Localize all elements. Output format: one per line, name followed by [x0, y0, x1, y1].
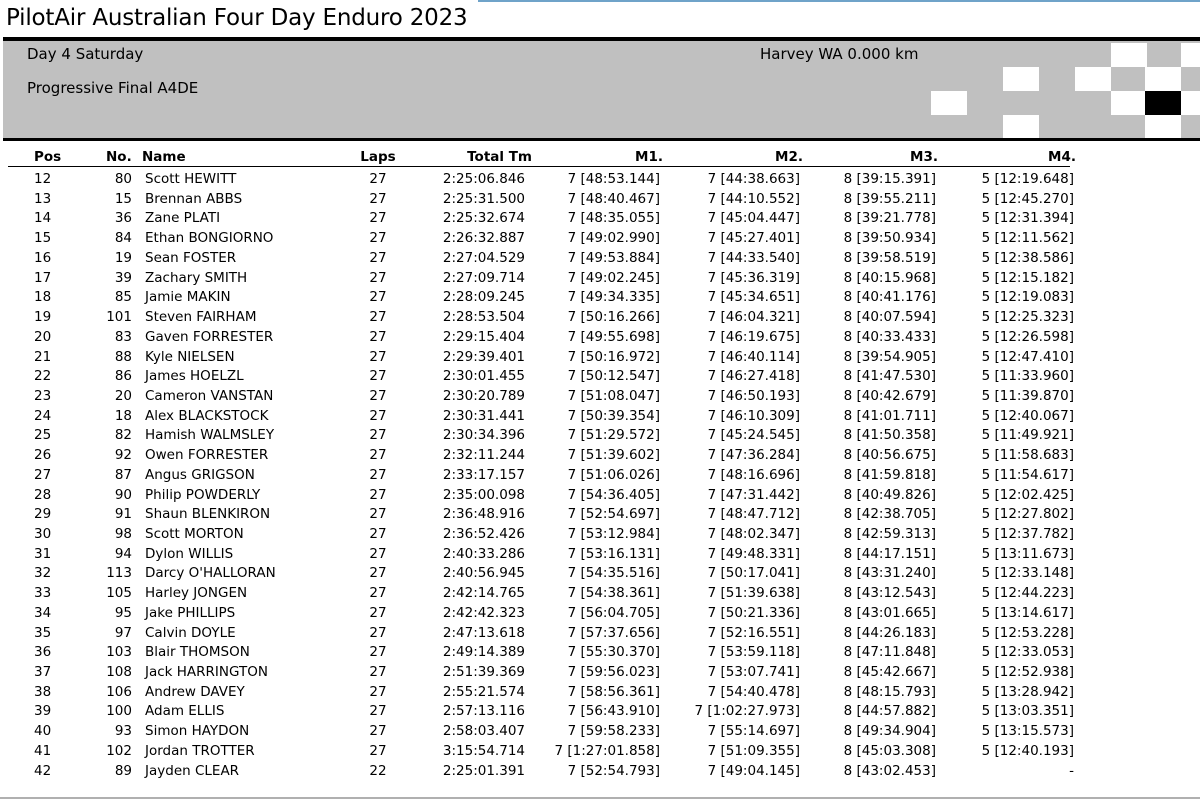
- cell-name: Scott HEWITT: [145, 171, 237, 187]
- cell-no: 15: [114, 190, 132, 207]
- cell-pos: 41: [34, 742, 52, 759]
- cell-pos: 24: [34, 407, 52, 424]
- cell-name: Darcy O'HALLORAN: [145, 565, 276, 582]
- cell-m2: 7 [46:27.418]: [707, 368, 800, 385]
- cell-m2: 7 [51:39.638]: [707, 585, 800, 602]
- cell-no: 18: [114, 407, 132, 424]
- cell-m3: 8 [39:50.934]: [843, 230, 936, 247]
- banner-rule: [3, 138, 1200, 141]
- cell-m2: 7 [53:07.741]: [707, 664, 800, 680]
- cell-laps: 27: [369, 683, 387, 700]
- cell-name: James HOELZL: [145, 368, 244, 385]
- cell-name: Zachary SMITH: [145, 269, 248, 286]
- cell-laps: 27: [369, 249, 387, 266]
- cell-m3: 8 [39:21.778]: [843, 210, 936, 227]
- cell-total: 2:55:21.574: [442, 683, 525, 700]
- cell-pos: 33: [34, 585, 52, 602]
- cell-m1: 7 [59:56.023]: [567, 664, 660, 680]
- cell-laps: 27: [369, 210, 387, 227]
- cell-total: 2:35:00.098: [442, 486, 525, 503]
- cell-total: 2:57:13.116: [442, 703, 525, 720]
- col-header-laps: Laps: [360, 149, 396, 165]
- cell-name: Dylon WILLIS: [145, 545, 234, 562]
- cell-m3: 8 [40:41.176]: [843, 289, 936, 306]
- cell-m4: 5 [12:11.562]: [981, 230, 1074, 247]
- cell-m4: 5 [12:40.067]: [981, 407, 1074, 424]
- col-header-no: No.: [106, 149, 132, 165]
- cell-m2: 7 [45:36.319]: [707, 269, 800, 286]
- cell-total: 2:33:17.157: [442, 466, 525, 483]
- cell-laps: 27: [369, 703, 387, 720]
- cell-no: 98: [114, 526, 132, 542]
- cell-laps: 27: [369, 269, 387, 286]
- cell-no: 93: [114, 723, 132, 740]
- cell-m2: 7 [51:09.355]: [707, 742, 800, 759]
- cell-no: 113: [106, 565, 132, 582]
- cell-name: Ethan BONGIORNO: [145, 230, 274, 247]
- cell-m2: 7 [48:16.696]: [707, 466, 800, 483]
- cell-no: 89: [114, 762, 132, 779]
- cell-total: 2:30:34.396: [442, 427, 525, 444]
- cell-no: 95: [114, 604, 132, 621]
- event-subtitle: Progressive Final A4DE: [27, 79, 199, 97]
- cell-m1: 7 [53:12.984]: [567, 526, 660, 542]
- cell-m3: 8 [44:57.882]: [843, 703, 936, 720]
- cell-laps: 27: [369, 328, 387, 345]
- cell-total: 2:29:39.401: [442, 348, 525, 365]
- cell-laps: 27: [369, 506, 387, 523]
- cell-m4: 5 [12:27.802]: [981, 506, 1074, 523]
- cell-m4: 5 [12:33.148]: [981, 565, 1074, 582]
- cell-m1: 7 [51:39.602]: [567, 447, 660, 464]
- cell-name: Jake PHILLIPS: [145, 604, 236, 621]
- cell-m1: 7 [54:35.516]: [567, 565, 660, 582]
- cell-m2: 7 [55:14.697]: [707, 723, 800, 740]
- cell-laps: 27: [369, 644, 387, 661]
- cell-m3: 8 [40:49.826]: [843, 486, 936, 503]
- page-title: PilotAir Australian Four Day Enduro 2023: [6, 5, 468, 31]
- cell-laps: 27: [369, 447, 387, 464]
- cell-m3: 8 [45:03.308]: [843, 742, 936, 759]
- cell-total: 2:25:31.500: [442, 190, 525, 207]
- col-header-pos: Pos: [34, 149, 62, 165]
- cell-m4: 5 [11:33.960]: [981, 368, 1074, 385]
- cell-m3: 8 [43:01.665]: [843, 604, 936, 621]
- cell-total: 2:30:01.455: [442, 368, 525, 385]
- cell-no: 90: [114, 486, 132, 503]
- cell-m2: 7 [45:24.545]: [707, 427, 800, 444]
- cell-name: Jayden CLEAR: [145, 762, 240, 779]
- cell-pos: 28: [34, 486, 52, 503]
- cell-m2: 7 [45:27.401]: [707, 230, 800, 247]
- cell-m4: 5 [12:26.598]: [981, 328, 1074, 345]
- cell-m3: 8 [39:55.211]: [843, 190, 936, 207]
- col-header-total: Total Tm: [467, 149, 532, 165]
- cell-m3: 8 [42:38.705]: [843, 506, 936, 523]
- cell-m3: 8 [41:50.358]: [843, 427, 936, 444]
- cell-total: 2:27:09.714: [442, 269, 525, 286]
- cell-m3: 8 [40:56.675]: [843, 447, 936, 464]
- cell-no: 36: [114, 210, 132, 227]
- cell-m1: 7 [48:35.055]: [567, 210, 660, 227]
- cell-pos: 29: [34, 506, 52, 523]
- cell-m2: 7 [46:19.675]: [707, 328, 800, 345]
- cell-m2: 7 [44:33.540]: [707, 249, 800, 266]
- cell-m2: 7 [46:40.114]: [707, 348, 800, 365]
- cell-name: Jack HARRINGTON: [145, 664, 268, 680]
- cell-m1: 7 [51:08.047]: [567, 387, 660, 404]
- cell-no: 92: [114, 447, 132, 464]
- cell-name: Blair THOMSON: [145, 644, 250, 661]
- cell-m1: 7 [57:37.656]: [567, 624, 660, 641]
- cell-name: Sean FOSTER: [145, 249, 237, 266]
- cell-total: 2:25:06.846: [442, 171, 525, 187]
- cell-m1: 7 [54:36.405]: [567, 486, 660, 503]
- cell-m1: 7 [51:06.026]: [567, 466, 660, 483]
- cell-no: 100: [106, 703, 132, 720]
- cell-name: Gaven FORRESTER: [145, 328, 274, 345]
- cell-m1: 7 [51:29.572]: [567, 427, 660, 444]
- event-day: Day 4 Saturday: [27, 45, 144, 63]
- cell-total: 2:42:42.323: [442, 604, 525, 621]
- cell-pos: 16: [34, 249, 52, 266]
- cell-m4: 5 [11:58.683]: [981, 447, 1074, 464]
- cell-name: Harley JONGEN: [145, 585, 248, 602]
- cell-pos: 20: [34, 328, 52, 345]
- cell-pos: 40: [34, 723, 52, 740]
- cell-m3: 8 [43:31.240]: [843, 565, 936, 582]
- cell-pos: 34: [34, 604, 52, 621]
- cell-no: 102: [106, 742, 132, 759]
- cell-m4: 5 [12:31.394]: [981, 210, 1074, 227]
- cell-laps: 27: [369, 723, 387, 740]
- cell-m4: 5 [13:14.617]: [981, 604, 1074, 621]
- cell-laps: 27: [369, 624, 387, 641]
- cell-m2: 7 [46:04.321]: [707, 309, 800, 325]
- cell-no: 101: [106, 309, 132, 325]
- cell-laps: 27: [369, 407, 387, 424]
- cell-laps: 27: [369, 604, 387, 621]
- cell-m1: 7 [49:02.990]: [567, 230, 660, 247]
- cell-laps: 27: [369, 545, 387, 562]
- cell-m1: 7 [49:02.245]: [567, 269, 660, 286]
- cell-name: Brennan ABBS: [145, 190, 243, 207]
- cell-m2: 7 [45:04.447]: [707, 210, 800, 227]
- cell-m1: 7 [56:04.705]: [567, 604, 660, 621]
- cell-no: 20: [114, 387, 132, 404]
- cell-m3: 8 [44:26.183]: [843, 624, 936, 641]
- cell-pos: 32: [34, 565, 52, 582]
- cell-m3: 8 [39:58.519]: [843, 249, 936, 266]
- cell-name: Owen FORRESTER: [145, 447, 269, 464]
- cell-pos: 19: [34, 309, 52, 325]
- cell-m2: 7 [46:10.309]: [707, 407, 800, 424]
- cell-m2: 7 [1:02:27.973]: [694, 703, 800, 720]
- cell-laps: 27: [369, 427, 387, 444]
- cell-laps: 27: [369, 742, 387, 759]
- col-header-m2: M2.: [775, 149, 803, 165]
- cell-pos: 27: [34, 466, 52, 483]
- cell-laps: 22: [369, 762, 387, 779]
- col-header-m4: M4.: [1048, 149, 1076, 165]
- cell-total: 2:27:04.529: [442, 249, 525, 266]
- cell-laps: 27: [369, 309, 387, 325]
- cell-name: Jordan TROTTER: [145, 742, 255, 759]
- cell-total: 2:42:14.765: [442, 585, 525, 602]
- cell-m4: 5 [12:15.182]: [981, 269, 1074, 286]
- cell-pos: 22: [34, 368, 52, 385]
- cell-m4: 5 [12:53.228]: [981, 624, 1074, 641]
- cell-m4: 5 [12:19.648]: [981, 171, 1074, 187]
- cell-m4: 5 [12:02.425]: [981, 486, 1074, 503]
- cell-m1: 7 [50:16.972]: [567, 348, 660, 365]
- cell-m3: 8 [41:47.530]: [843, 368, 936, 385]
- cell-total: 2:36:48.916: [442, 506, 525, 523]
- cell-total: 2:25:32.674: [442, 210, 525, 227]
- cell-m4: 5 [12:52.938]: [981, 664, 1074, 680]
- cell-m1: 7 [48:53.144]: [567, 171, 660, 187]
- cell-m1: 7 [53:16.131]: [567, 545, 660, 562]
- cell-total: 2:30:31.441: [442, 407, 525, 424]
- cell-no: 106: [106, 683, 132, 700]
- cell-total: 2:28:53.504: [442, 309, 525, 325]
- cell-pos: 25: [34, 427, 52, 444]
- cell-no: 19: [114, 249, 132, 266]
- cell-m2: 7 [47:31.442]: [707, 486, 800, 503]
- cell-m2: 7 [45:34.651]: [707, 289, 800, 306]
- cell-name: Adam ELLIS: [145, 703, 225, 720]
- cell-m1: 7 [55:30.370]: [567, 644, 660, 661]
- cell-no: 82: [114, 427, 132, 444]
- cell-no: 88: [114, 348, 132, 365]
- header-underline: [8, 166, 1070, 167]
- cell-m3: 8 [39:54.905]: [843, 348, 936, 365]
- cell-m4: 5 [11:54.617]: [981, 466, 1074, 483]
- cell-no: 84: [114, 230, 132, 247]
- cell-name: Kyle NIELSEN: [145, 348, 235, 365]
- cell-laps: 27: [369, 171, 387, 187]
- cell-m1: 7 [52:54.697]: [567, 506, 660, 523]
- cell-m4: 5 [12:25.323]: [981, 309, 1074, 325]
- cell-pos: 26: [34, 447, 52, 464]
- cell-m4: 5 [12:19.083]: [981, 289, 1074, 306]
- cell-m1: 7 [50:12.547]: [567, 368, 660, 385]
- cell-total: 3:15:54.714: [442, 742, 525, 759]
- cell-m1: 7 [1:27:01.858]: [554, 742, 660, 759]
- cell-pos: 35: [34, 624, 52, 641]
- cell-m2: 7 [44:10.552]: [707, 190, 800, 207]
- cell-m4: 5 [13:11.673]: [981, 545, 1074, 562]
- cell-m3: 8 [42:59.313]: [843, 526, 936, 542]
- cell-total: 2:36:52.426: [442, 526, 525, 542]
- cell-m3: 8 [40:42.679]: [843, 387, 936, 404]
- cell-name: Scott MORTON: [145, 526, 244, 542]
- cell-m2: 7 [54:40.478]: [707, 683, 800, 700]
- cell-m3: 8 [40:07.594]: [843, 309, 936, 325]
- cell-m4: 5 [12:37.782]: [981, 526, 1074, 542]
- cell-m4: 5 [13:28.942]: [981, 683, 1074, 700]
- cell-m3: 8 [39:15.391]: [843, 171, 936, 187]
- cell-m1: 7 [59:58.233]: [567, 723, 660, 740]
- cell-m4: 5 [12:45.270]: [981, 190, 1074, 207]
- cell-total: 2:49:14.389: [442, 644, 525, 661]
- cell-no: 86: [114, 368, 132, 385]
- cell-pos: 21: [34, 348, 52, 365]
- cell-m2: 7 [44:38.663]: [707, 171, 800, 187]
- cell-m4: 5 [12:47.410]: [981, 348, 1074, 365]
- cell-laps: 27: [369, 230, 387, 247]
- cell-total: 2:58:03.407: [442, 723, 525, 740]
- cell-pos: 14: [34, 210, 52, 227]
- cell-total: 2:26:32.887: [442, 230, 525, 247]
- cell-no: 39: [114, 269, 132, 286]
- cell-pos: 23: [34, 387, 52, 404]
- cell-m4: 5 [12:44.223]: [981, 585, 1074, 602]
- cell-laps: 27: [369, 486, 387, 503]
- cell-name: Steven FAIRHAM: [145, 309, 257, 325]
- cell-name: Alex BLACKSTOCK: [145, 407, 269, 424]
- cell-no: 105: [106, 585, 132, 602]
- cell-m3: 8 [40:33.433]: [843, 328, 936, 345]
- cell-name: Simon HAYDON: [145, 723, 250, 740]
- cell-no: 97: [114, 624, 132, 641]
- cell-name: Philip POWDERLY: [145, 486, 261, 503]
- cell-name: Shaun BLENKIRON: [145, 506, 271, 523]
- cell-total: 2:51:39.369: [442, 664, 525, 680]
- cell-m2: 7 [52:16.551]: [707, 624, 800, 641]
- cell-m2: 7 [46:50.193]: [707, 387, 800, 404]
- cell-no: 103: [106, 644, 132, 661]
- cell-m1: 7 [48:40.467]: [567, 190, 660, 207]
- chequered-flag-icon: [931, 41, 1200, 138]
- cell-laps: 27: [369, 348, 387, 365]
- cell-pos: 38: [34, 683, 52, 700]
- cell-no: 94: [114, 545, 132, 562]
- cell-no: 85: [114, 289, 132, 306]
- cell-pos: 17: [34, 269, 52, 286]
- event-banner: [3, 41, 1200, 138]
- cell-pos: 39: [34, 703, 52, 720]
- cell-pos: 18: [34, 289, 52, 306]
- cell-m1: 7 [50:39.354]: [567, 407, 660, 424]
- cell-m4: 5 [12:40.193]: [981, 742, 1074, 759]
- cell-pos: 12: [34, 171, 52, 187]
- cell-m3: 8 [48:15.793]: [843, 683, 936, 700]
- cell-m4: 5 [12:33.053]: [981, 644, 1074, 661]
- cell-pos: 42: [34, 762, 52, 779]
- cell-total: 2:47:13.618: [442, 624, 525, 641]
- cell-name: Zane PLATI: [145, 210, 221, 227]
- cell-m1: 7 [56:43.910]: [567, 703, 660, 720]
- cell-m1: 7 [58:56.361]: [567, 683, 660, 700]
- cell-m1: 7 [49:55.698]: [567, 328, 660, 345]
- bottom-rule: [0, 797, 1200, 799]
- cell-m3: 8 [43:12.543]: [843, 585, 936, 602]
- cell-m2: 7 [50:21.336]: [707, 604, 800, 621]
- cell-m2: 7 [49:04.145]: [707, 762, 800, 779]
- col-header-m1: M1.: [635, 149, 663, 165]
- cell-m2: 7 [47:36.284]: [707, 447, 800, 464]
- cell-laps: 27: [369, 190, 387, 207]
- cell-pos: 37: [34, 664, 52, 680]
- cell-laps: 27: [369, 526, 387, 542]
- cell-m4: 5 [13:03.351]: [981, 703, 1074, 720]
- cell-m1: 7 [54:38.361]: [567, 585, 660, 602]
- cell-m3: 8 [41:01.711]: [843, 407, 936, 424]
- cell-name: Andrew DAVEY: [145, 683, 245, 700]
- cell-total: 2:25:01.391: [442, 762, 525, 779]
- cell-m2: 7 [48:02.347]: [707, 526, 800, 542]
- cell-m1: 7 [49:34.335]: [567, 289, 660, 306]
- cell-m2: 7 [50:17.041]: [707, 565, 800, 582]
- cell-pos: 30: [34, 526, 52, 542]
- cell-m3: 8 [41:59.818]: [843, 466, 936, 483]
- cell-name: Calvin DOYLE: [145, 624, 236, 641]
- cell-m2: 7 [53:59.118]: [707, 644, 800, 661]
- cell-m3: 8 [40:15.968]: [843, 269, 936, 286]
- cell-no: 83: [114, 328, 132, 345]
- cell-no: 80: [114, 171, 132, 187]
- cell-laps: 27: [369, 664, 387, 680]
- cell-m3: 8 [47:11.848]: [843, 644, 936, 661]
- cell-m3: 8 [45:42.667]: [843, 664, 936, 680]
- cell-m4: -: [1069, 762, 1074, 779]
- cell-name: Jamie MAKIN: [145, 289, 231, 306]
- cell-laps: 27: [369, 289, 387, 306]
- cell-m2: 7 [48:47.712]: [707, 506, 800, 523]
- cell-m1: 7 [49:53.884]: [567, 249, 660, 266]
- cell-m3: 8 [43:02.453]: [843, 762, 936, 779]
- cell-total: 2:30:20.789: [442, 387, 525, 404]
- cell-m1: 7 [50:16.266]: [567, 309, 660, 325]
- cell-pos: 15: [34, 230, 52, 247]
- cell-laps: 27: [369, 466, 387, 483]
- cell-name: Cameron VANSTAN: [145, 387, 274, 404]
- cell-m1: 7 [52:54.793]: [567, 762, 660, 779]
- cell-total: 2:40:56.945: [442, 565, 525, 582]
- cell-total: 2:32:11.244: [442, 447, 525, 464]
- cell-pos: 31: [34, 545, 52, 562]
- cell-name: Angus GRIGSON: [145, 466, 255, 483]
- cell-laps: 27: [369, 585, 387, 602]
- top-accent-line: [478, 0, 1200, 2]
- cell-laps: 27: [369, 387, 387, 404]
- cell-m4: 5 [11:39.870]: [981, 387, 1074, 404]
- cell-total: 2:40:33.286: [442, 545, 525, 562]
- cell-m2: 7 [49:48.331]: [707, 545, 800, 562]
- cell-pos: 13: [34, 190, 52, 207]
- cell-m4: 5 [11:49.921]: [981, 427, 1074, 444]
- cell-total: 2:28:09.245: [442, 289, 525, 306]
- cell-m3: 8 [49:34.904]: [843, 723, 936, 740]
- cell-pos: 36: [34, 644, 52, 661]
- event-location: Harvey WA 0.000 km: [760, 45, 919, 63]
- cell-name: Hamish WALMSLEY: [145, 427, 275, 444]
- cell-m4: 5 [12:38.586]: [981, 249, 1074, 266]
- cell-no: 91: [114, 506, 132, 523]
- cell-no: 108: [106, 664, 132, 680]
- col-header-m3: M3.: [910, 149, 938, 165]
- cell-laps: 27: [369, 565, 387, 582]
- cell-no: 87: [114, 466, 132, 483]
- cell-m3: 8 [44:17.151]: [843, 545, 936, 562]
- cell-total: 2:29:15.404: [442, 328, 525, 345]
- cell-m4: 5 [13:15.573]: [981, 723, 1074, 740]
- col-header-name: Name: [142, 149, 186, 165]
- cell-laps: 27: [369, 368, 387, 385]
